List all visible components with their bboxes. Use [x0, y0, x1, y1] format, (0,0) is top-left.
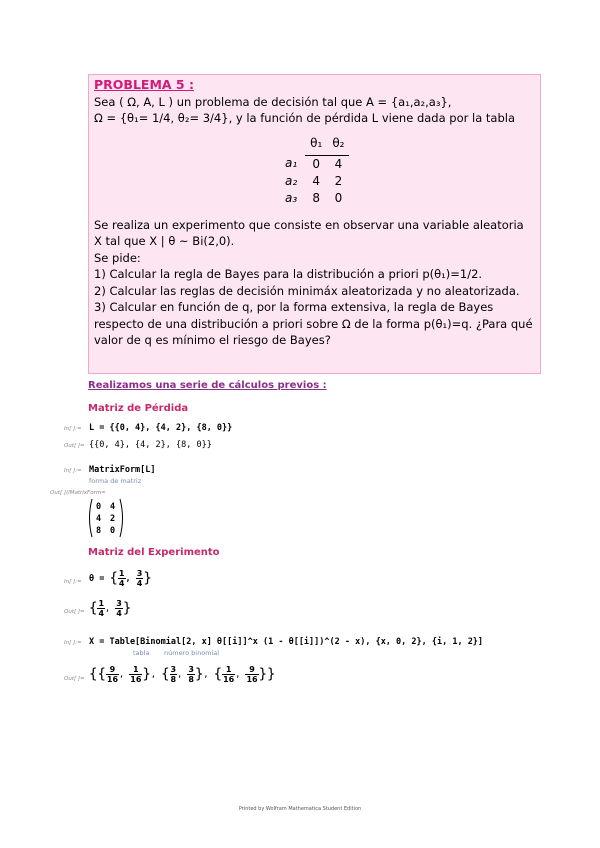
- theta-assign: θ =: [89, 574, 105, 584]
- input-label: In[ ]:=: [64, 579, 82, 585]
- fraction: $\frac{9}{16}$: [246, 665, 258, 684]
- fraction: $\frac{1}{16}$: [223, 665, 235, 684]
- section-matriz-perdida: Matriz de Pérdida: [88, 403, 189, 414]
- fraction: $\frac{3}{8}$: [170, 665, 177, 684]
- problem-title: PROBLEMA 5 :: [94, 77, 194, 92]
- input-cell-experiment[interactable]: X = Table[Binomial[2, x] θ[[i]]^x (1 - θ[[i]])^(2 - x), {x, 0, 2}, {i, 1, 2}]: [89, 637, 484, 647]
- hint-numero-binomial: número binomial: [164, 649, 220, 657]
- fraction: $\frac{3}{8}$: [188, 665, 194, 684]
- input-label: In[ ]:=: [64, 468, 82, 474]
- input-cell-matrixform[interactable]: MatrixForm[L]: [89, 465, 156, 475]
- fraction: $\frac{9}{16}$: [106, 665, 119, 684]
- input-cell-theta[interactable]: θ = { $\frac{1}{4}$ , $\frac{3}{4}$ }: [89, 569, 152, 588]
- section-matriz-experimento: Matriz del Experimento: [88, 547, 220, 558]
- problem-question-1: 1) Calcular la regla de Bayes para la distribución a priori p(θ₁)=1/2.: [94, 267, 483, 281]
- loss-table-cell: 0: [334, 190, 343, 205]
- fraction: $\frac{3}{4}$: [136, 569, 143, 588]
- loss-table-header: θ₁: [310, 135, 323, 150]
- hint-tabla: tabla: [133, 649, 150, 657]
- section-intro: Realizamos una serie de cálculos previos :: [88, 380, 327, 391]
- problem-question-2: 2) Calcular las reglas de decisión minimáx aleatorizada y no aleatorizada.: [94, 283, 520, 298]
- loss-table-cell: 0: [305, 155, 327, 173]
- matrix-right-bracket: [120, 499, 123, 537]
- problem-line-2: Ω = {θ₁= 1/4, θ₂= 3/4}, y la función de pérdida L viene dada por la tabla: [94, 111, 516, 125]
- loss-table-header: θ₂: [332, 135, 345, 150]
- matrix-cell: 2: [110, 514, 116, 524]
- problem-line-1: Sea ( Ω, A, L ) un problema de decisión tal que A = {a₁,a₂,a₃},: [94, 94, 452, 109]
- fraction: $\frac{1}{4}$: [98, 599, 105, 618]
- loss-table-row-label: a₂: [285, 173, 298, 188]
- output-label: Out[ ]=: [64, 676, 85, 682]
- loss-table-row-label: a₁: [285, 156, 298, 171]
- input-cell-loss[interactable]: L = {{0, 4}, {4, 2}, {8, 0}}: [89, 423, 233, 433]
- loss-table-row-label: a₃: [285, 190, 298, 205]
- output-cell-loss: {{0, 4}, {4, 2}, {8, 0}}: [89, 440, 212, 450]
- input-label: In[ ]:=: [64, 640, 82, 646]
- matrix-left-bracket: [90, 499, 93, 537]
- matrix-cell: 8: [96, 526, 102, 536]
- matrix-cell: 0: [96, 502, 102, 512]
- loss-table-cell: 8: [312, 190, 321, 205]
- hint-forma-de-matriz: forma de matriz: [89, 477, 142, 485]
- fraction: $\frac{1}{4}$: [118, 569, 125, 588]
- matrix-cell: 0: [110, 526, 116, 536]
- output-label: Out[ ]=: [64, 609, 85, 615]
- output-cell-theta: { $\frac{1}{4}$ , $\frac{3}{4}$ }: [89, 599, 132, 618]
- problem-question-3: 3) Calcular en función de q, por la forma extensiva, la regla de Bayes respecto de una distribución a priori sobre Ω de la forma p(θ₁)=q. ¿Para qué valor de q es mínimo el riesgo de Bayes?: [94, 300, 533, 347]
- fraction: $\frac{1}{16}$: [130, 665, 142, 684]
- input-label: In[ ]:=: [64, 426, 82, 432]
- output-label: Out[ ]=: [64, 443, 85, 449]
- problem-paragraph: Se realiza un experimento que consiste en observar una variable aleatoria X tal que X | θ ~ Bi(2,0).: [94, 217, 524, 248]
- loss-matrix-output: [86, 497, 126, 539]
- loss-table-cell: 2: [334, 173, 343, 188]
- page-footer: Printed by Wolfram Mathematica Student Edition: [238, 806, 362, 812]
- output-cell-experiment: {{ $\frac{9}{16}$ , $\frac{1}{16}$ }, { $\frac{3}{8}$ , $\frac{3}{8}$ }, { $\frac{1}{16}$ , $\frac{9}{16}$ }}: [89, 665, 276, 684]
- matrix-cell: 4: [110, 502, 116, 512]
- output-matrix-label: Out[ ]//MatrixForm=: [50, 490, 106, 496]
- matrix-cell: 4: [96, 514, 102, 524]
- problem-box: [88, 74, 541, 374]
- loss-table: [280, 135, 349, 207]
- loss-table-cell: 4: [327, 155, 349, 173]
- loss-table-cell: 4: [312, 173, 321, 188]
- problem-se-pide: Se pide:: [94, 250, 141, 265]
- fraction: $\frac{3}{4}$: [116, 599, 122, 618]
